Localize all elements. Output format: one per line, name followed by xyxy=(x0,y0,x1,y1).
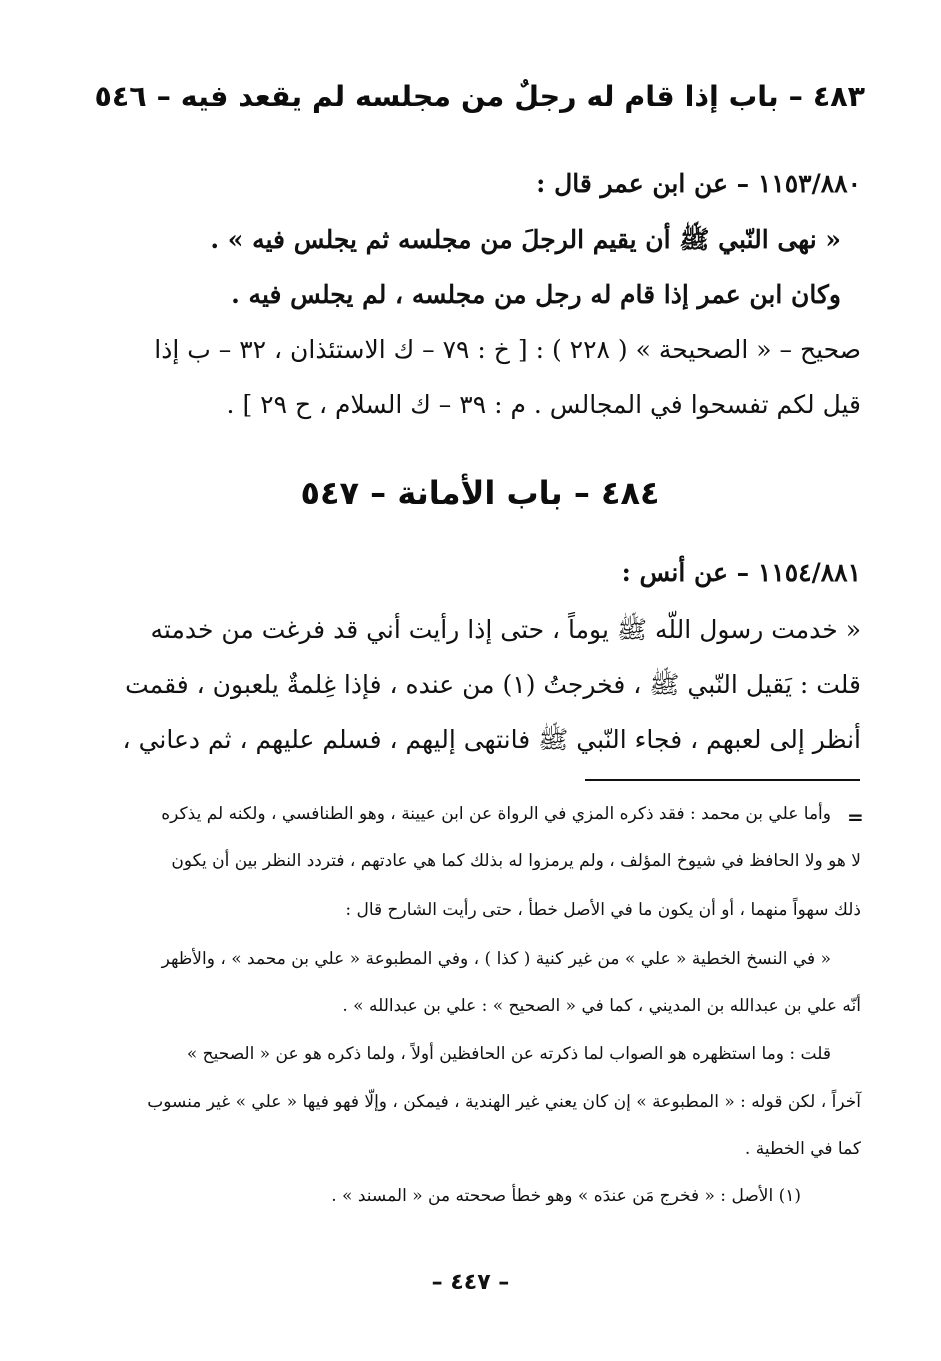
takhrij-line: صحيح – « الصحيحة » ( ٢٢٨ ) : [ خ : ٧٩ – ك الاستئذان ، ٣٢ – ب إذا xyxy=(154,335,861,364)
page-number: – ٤٤٧ – xyxy=(431,1270,510,1295)
footnote-continuation-mark: = xyxy=(847,805,864,829)
hadith-text-line: وكان ابن عمر إذا قام له رجل من مجلسه ، لم يجلس فيه . xyxy=(231,280,841,309)
footnote-line: قلت : وما استظهره هو الصواب لما ذكرته عن الحافظين أولاً ، ولما ذكره هو عن « الصحيح » xyxy=(186,1044,831,1064)
footnote-1: (١) الأصل : « فخرج مَن عندَه » وهو خطأ صححته من « المسند » . xyxy=(331,1186,801,1206)
footnote-line: كما في الخطية . xyxy=(744,1139,861,1159)
hadith-text-line: « خدمت رسول اللّه ﷺ يوماً ، حتى إذا رأيت أني قد فرغت من خدمته xyxy=(150,615,861,644)
footnote-line: وأما علي بن محمد : فقد ذكره المزي في الرواة عن ابن عيينة ، وهو الطنافسي ، ولكنه لم يذكره xyxy=(161,804,831,824)
chapter-heading-484: ٤٨٤ – باب الأمانة – ٥٤٧ xyxy=(300,474,660,512)
hadith-text-line: « نهى النّبي ﷺ أن يقيم الرجلَ من مجلسه ثم يجلس فيه » . xyxy=(210,225,841,254)
footnote-line: آخراً ، لكن قوله : « المطبوعة » إن كان يعني غير الهندية ، فيمكن ، وإلّا فهو فيها « علي » غير منسوب xyxy=(147,1092,861,1112)
footnote-line: أنّه علي بن عبدالله بن المديني ، كما في « الصحيح » : علي بن عبدالله » . xyxy=(342,996,861,1016)
hadith-number-880: ١١٥٣/٨٨٠ – عن ابن عمر قال : xyxy=(536,169,861,198)
chapter-heading-483: ٤٨٣ – باب إذا قام له رجلٌ من مجلسه لم يقعد فيه – ٥٤٦ xyxy=(94,80,865,113)
hadith-text-line: أنظر إلى لعبهم ، فجاء النّبي ﷺ فانتهى إليهم ، فسلم عليهم ، ثم دعاني ، xyxy=(122,725,861,754)
hadith-text-line: قلت : يَقيل النّبي ﷺ ، فخرجتُ (١) من عنده ، فإذا غِلمةٌ يلعبون ، فقمت xyxy=(125,670,861,699)
footnote-line: لا هو ولا الحافظ في شيوخ المؤلف ، ولم يرمزوا له بذلك كما هي عادتهم ، فتردد النظر بين أن يكون xyxy=(171,851,861,871)
hadith-number-881: ١١٥٤/٨٨١ – عن أنس : xyxy=(621,558,861,587)
takhrij-line: قيل لكم تفسحوا في المجالس . م : ٣٩ – ك السلام ، ح ٢٩ ] . xyxy=(226,390,861,419)
footnote-line: « في النسخ الخطية « علي » من غير كنية ( كذا ) ، وفي المطبوعة « علي بن محمد » ، والأظهر xyxy=(161,949,831,969)
footnote-line: ذلك سهواً منهما ، أو أن يكون ما في الأصل خطأ ، حتى رأيت الشارح قال : xyxy=(345,900,861,920)
footnote-divider xyxy=(585,779,860,781)
